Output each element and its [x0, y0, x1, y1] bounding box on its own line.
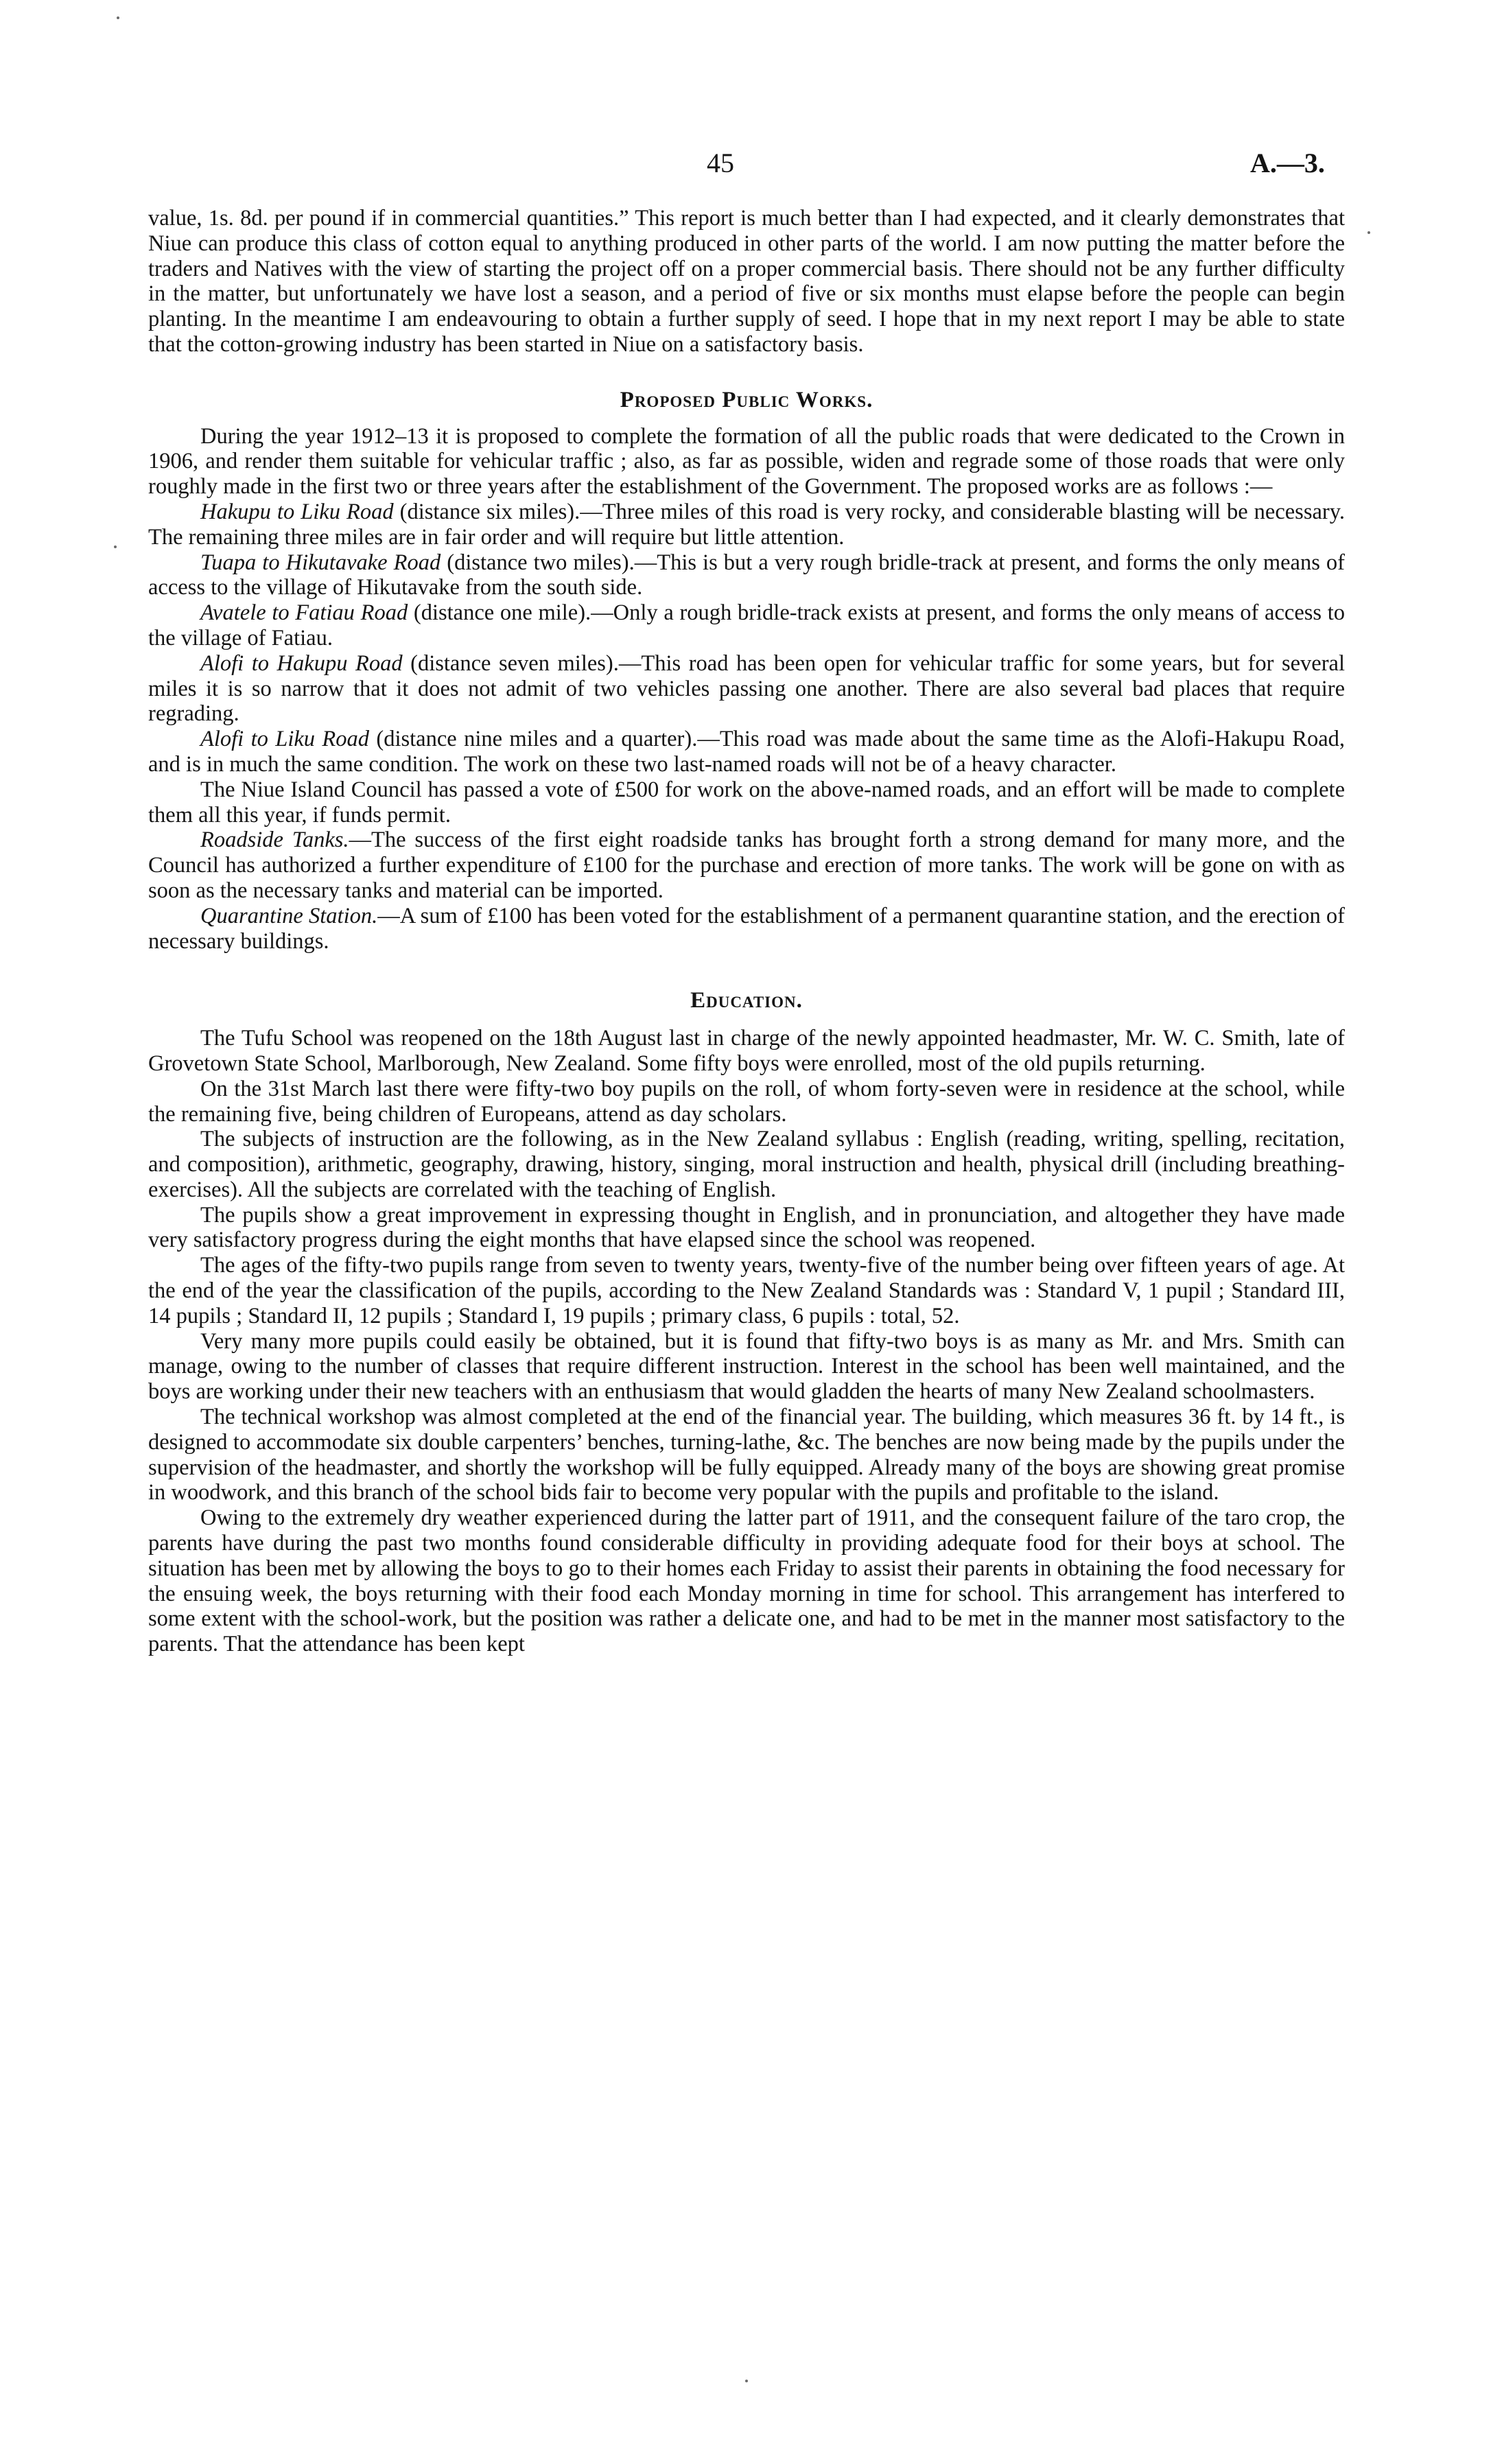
- paragraph: The ages of the fifty-two pupils range from seven to twenty years, twenty-five of the number being over fifteen years of age. At the end of the year the classification of the pupils, according to the New Zealand Standards was : Standard V, 1 pupil ; Standard III, 14 pupils ; Standard II, 12 pupils ; Standard I, 19 pupils ; primary class, 6 pupils : total, 52.: [148, 1253, 1345, 1328]
- paragraph-text: (distance six miles).—Three miles of this road is very rocky, and considerable blasting will be necessary. The remaining three miles are in fair order and will require but little attention.: [148, 499, 1345, 550]
- paragraph-lead: Avatele to Fatiau Road: [200, 600, 408, 626]
- scan-speck: [114, 545, 117, 548]
- body-text: [148, 206, 1345, 1657]
- paragraph: [148, 777, 1345, 828]
- paragraph: [148, 600, 1345, 651]
- section-heading-education: Education.: [690, 988, 803, 1013]
- paragraph-lead: Tuapa to Hikutavake Road: [200, 550, 441, 575]
- paragraph-lead: Roadside Tanks.: [200, 828, 349, 853]
- paragraph-lead: Alofi to Liku Road: [200, 727, 370, 752]
- paragraph: [148, 828, 1345, 903]
- paragraph-text: During the year 1912–13 it is proposed to complete the formation of all the public roads that were dedicated to the Crown in 1906, and render them suitable for vehicular traffic ; also, as far as possible, widen and regrade some of those roads that were only roughly made in the first two or three years after the establishment of the Government. The proposed works are as follows :—: [148, 423, 1345, 500]
- paragraph: The pupils show a great improvement in expressing thought in English, and in pronunciation, and altogether they have made very satisfactory progress during the eight months that have elapsed since the school was reopened.: [148, 1202, 1345, 1253]
- paragraph-lead: Quarantine Station.: [200, 903, 378, 928]
- paragraph-text: (distance two miles).—This is but a very rough bridle-track at present, and forms the only means of access to the village of Hikutavake from the south side.: [148, 550, 1345, 600]
- paragraph: [148, 500, 1345, 550]
- paragraph: [148, 904, 1345, 954]
- paragraph: The Tufu School was reopened on the 18th August last in charge of the newly appointed headmaster, Mr. W. C. Smith, late of Grovetown State School, Marlborough, New Zealand. Some fifty boys were enrolled, most of the old pupils returning.: [148, 1026, 1345, 1076]
- intro-paragraph: value, 1s. 8d. per pound if in commercial quantities.” This report is much better than I had expected, and it clearly demonstrates that Niue can produce this class of cotton equal to anything produced in other parts of the world. I am now putting the matter before the traders and Natives with the view of starting the project off on a proper commercial basis. There should not be any further difficulty in the matter, but unfortunately we have lost a season, and a period of five or six months must elapse before the people can begin planting. In the meantime I am endeavouring to obtain a further supply of seed. I hope that in my next report I may be able to state that the cotton-growing industry has been started in Niue on a satisfactory basis.: [148, 206, 1345, 357]
- paragraph-text: (distance one mile).—Only a rough bridle-track exists at present, and forms the only means of access to the village of Fatiau.: [148, 600, 1346, 650]
- paragraph: Very many more pupils could easily be obtained, but it is found that fifty-two boys is as many as Mr. and Mrs. Smith can manage, owing to the number of classes that require different instruction. Interest in the school has been well maintained, and the boys are working under their new teachers with an enthusiasm that would gladden the hearts of many New Zealand schoolmasters.: [148, 1328, 1345, 1405]
- scan-speck: [117, 16, 119, 19]
- paragraph: [148, 727, 1345, 777]
- paragraph: Owing to the extremely dry weather experienced during the latter part of 1911, and the consequent failure of the taro crop, the parents have during the past two months found considerable difficulty in providing adequate food for their boys at school. The situation has been met by allowing the boys to go to their homes each Friday to assist their parents in obtaining the food necessary for the ensuing week, the boys returning with their food each Monday morning in time for school. This arrangement has interfered to some extent with the school-work, but the position was rather a delicate one, and had to be met in the manner most satisfactory to the parents. That the attendance has been kept: [148, 1505, 1345, 1657]
- paragraph: [148, 550, 1345, 601]
- paragraph: The technical workshop was almost completed at the end of the financial year. The building, which measures 36 ft. by 14 ft., is designed to accommodate six double carpenters’ benches, turning-lathe, &c. The benches are now being made by the pupils under the supervision of the headmaster, and shortly the workshop will be fully equipped. Already many of the boys are showing great promise in woodwork, and this branch of the school bids fair to become very popular with the pupils and profitable to the island.: [148, 1405, 1345, 1505]
- paragraph-text: (distance seven miles).—This road has been open for vehicular traffic for some years, but for several miles it is so narrow that it does not admit of two vehicles passing one another. There are also several bad places that require regrading.: [148, 650, 1345, 727]
- paragraph: [148, 424, 1345, 500]
- paragraph: On the 31st March last there were fifty-two boy pupils on the roll, of whom forty-seven were in residence at the school, while the remaining five, being children of Europeans, attend as day scholars.: [148, 1076, 1345, 1127]
- section-heading-public-works: Proposed Public Works.: [620, 387, 873, 412]
- paragraph: [148, 651, 1345, 727]
- page-number: 45: [707, 148, 734, 178]
- paragraph-text: The Niue Island Council has passed a vote of £500 for work on the above-named roads, and an effort will be made to complete them all this year, if funds permit.: [148, 777, 1345, 828]
- scan-speck: [1367, 231, 1370, 234]
- paragraph-lead: Alofi to Hakupu Road: [200, 650, 403, 676]
- paragraph-text: —A sum of £100 has been voted for the establishment of a permanent quarantine station, and the erection of necessary buildings.: [148, 903, 1345, 954]
- paragraph: The subjects of instruction are the following, as in the New Zealand syllabus : English (reading, writing, spelling, recitation, and composition), arithmetic, geography, drawing, history, singing, moral instruction and health, physical drill (including breathing-exercises). All the subjects are correlated with the teaching of English.: [148, 1127, 1345, 1202]
- paragraph-text: (distance nine miles and a quarter).—This road was made about the same time as the Alofi-Hakupu Road, and is in much the same condition. The work on these two last-named roads will not be of a heavy character.: [148, 727, 1345, 777]
- paragraph-lead: Hakupu to Liku Road: [200, 499, 394, 524]
- series-reference: A.—3.: [1250, 148, 1325, 178]
- paragraph-text: —The success of the first eight roadside tanks has brought forth a strong demand for many more, and the Council has authorized a further expenditure of £100 for the purchase and erection of more tanks. The work will be gone on with as soon as the necessary tanks and material can be imported.: [148, 828, 1345, 903]
- scan-speck: [745, 2380, 748, 2382]
- page-header: [0, 147, 1491, 188]
